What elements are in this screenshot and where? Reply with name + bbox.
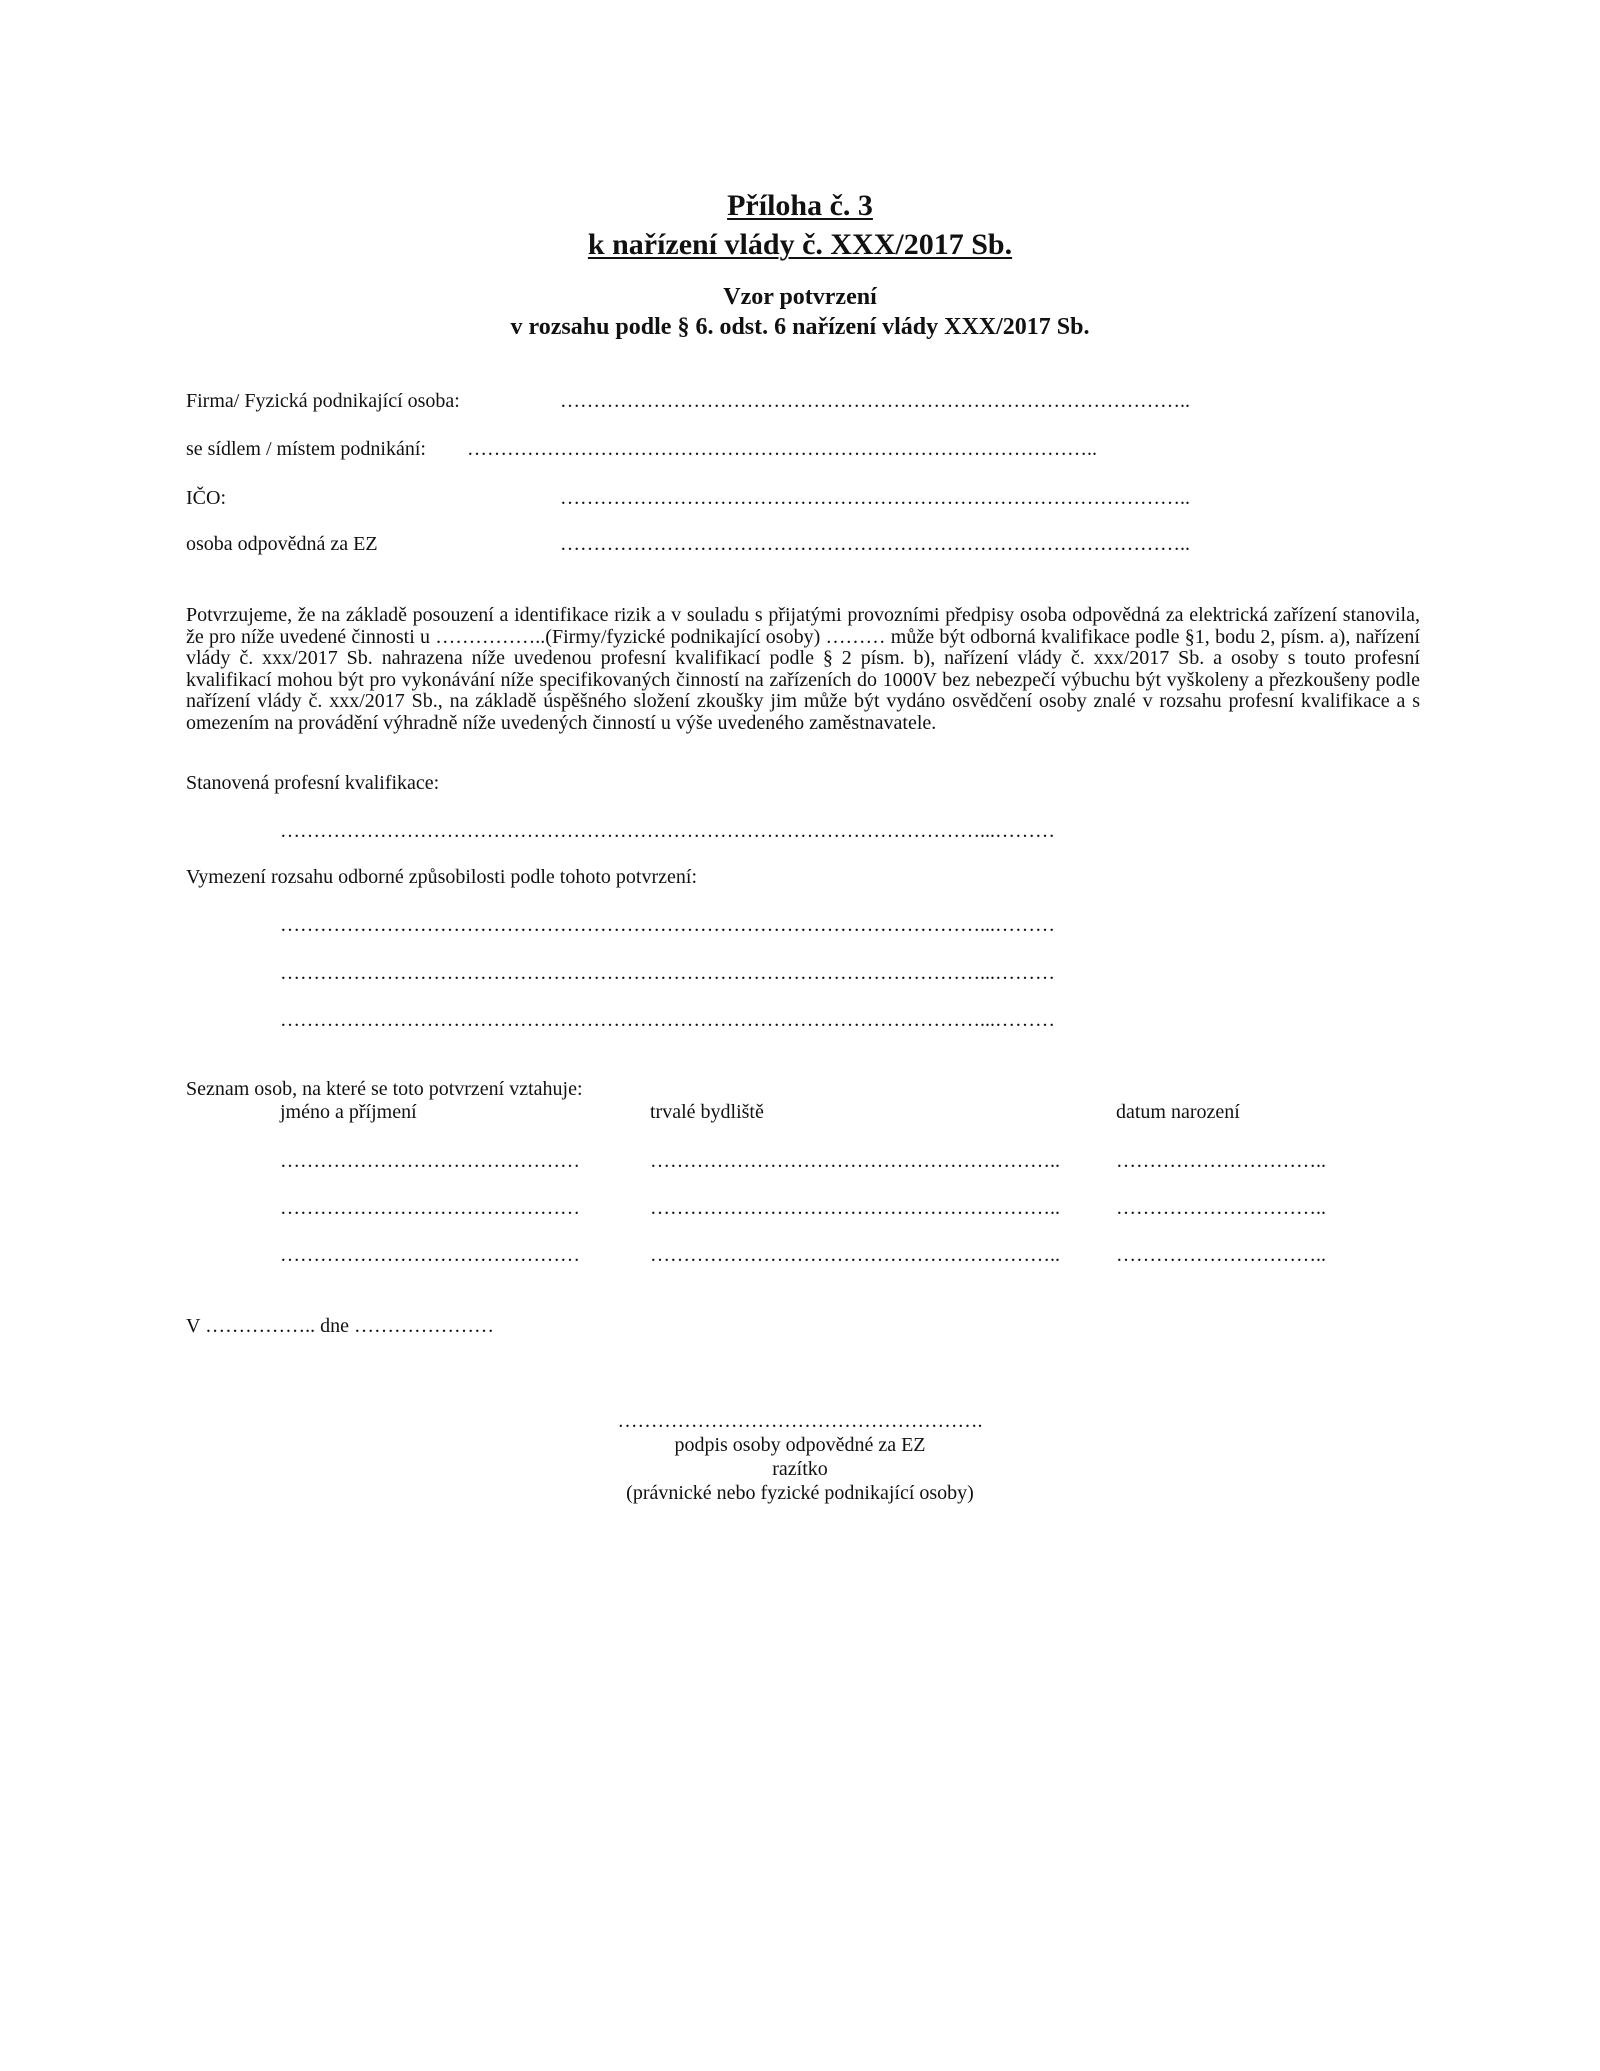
regulation-title: k nařízení vlády č. XXX/2017 Sb. <box>587 228 1013 261</box>
person-birthdate-field[interactable]: ………………………….. <box>1116 1244 1326 1266</box>
place-date-field[interactable]: V …………….. dne ………………… <box>186 1315 494 1337</box>
confirmation-paragraph: Potvrzujeme, že na základě posouzení a identifikace rizik a v souladu s přijatými provozními předpisy osoba odpovědná za elektrická zařízení stanovila, že pro níže uvedené činnosti u ……………..(Firmy/fyzické podnikající osoby) ……… může být odborná kvalifikace podle §1, bodu 2, písm. a), nařízení vlády č. xxx/2017 Sb. nahrazena níže uvedenou profesní kvalifikací podle § 2 písm. b), nařízení vlády č. xxx/2017 Sb. a osoby s touto profesní kvalifikací mohou být pro vykonávání níže specifikovaných činností na zařízeních do 1000V bez nebezpečí výbuchu být vyškoleny a přezkoušeny podle nařízení vlády č. xxx/2017 Sb., na základě úspěšného složení zkoušky jim může být vydáno osvědčení osoby znalé v rozsahu profesní kvalifikace a s omezením na provádění výhradně níže uvedených činností u výše uvedeného zaměstnavatele. <box>186 604 1420 734</box>
qualification-label: Stanovená profesní kvalifikace: <box>186 772 440 794</box>
qualification-field[interactable]: ……………………………………………………………………………………………...……… <box>280 820 1055 842</box>
form-subtitle: v rozsahu podle § 6. odst. 6 nařízení vlády XXX/2017 Sb. <box>510 314 1090 340</box>
person-address-field[interactable]: …………………………………………………….. <box>650 1150 1060 1172</box>
responsible-person-field[interactable]: ………………………………………………………………………………….. <box>560 533 1190 555</box>
signature-label: podpis osoby odpovědné za EZ <box>674 1434 926 1456</box>
seat-field[interactable]: ………………………………………………………………………………….. <box>467 438 1097 460</box>
scope-field-3[interactable]: ……………………………………………………………………………………………...……… <box>280 1009 1055 1031</box>
firm-field[interactable]: ………………………………………………………………………………….. <box>560 390 1190 412</box>
person-address-field[interactable]: …………………………………………………….. <box>650 1244 1060 1266</box>
stamp-label: razítko <box>772 1458 828 1480</box>
ico-field[interactable]: ………………………………………………………………………………….. <box>560 487 1190 509</box>
annex-title: Příloha č. 3 <box>727 189 873 222</box>
scope-field-1[interactable]: ……………………………………………………………………………………………...……… <box>280 914 1055 936</box>
responsible-person-label: osoba odpovědná za EZ <box>186 533 378 555</box>
scope-field-2[interactable]: ……………………………………………………………………………………………...……… <box>280 962 1055 984</box>
scope-label: Vymezení rozsahu odborné způsobilosti podle tohoto potvrzení: <box>186 866 698 888</box>
person-name-field[interactable]: ……………………………………… <box>280 1150 580 1172</box>
person-birthdate-field[interactable]: ………………………….. <box>1116 1197 1326 1219</box>
column-birthdate-header: datum narození <box>1116 1101 1240 1123</box>
seat-label: se sídlem / místem podnikání: <box>186 438 426 460</box>
person-address-field[interactable]: …………………………………………………….. <box>650 1197 1060 1219</box>
persons-list-label: Seznam osob, na které se toto potvrzení vztahuje: <box>186 1078 583 1100</box>
person-name-field[interactable]: ……………………………………… <box>280 1197 580 1219</box>
ico-label: IČO: <box>186 487 226 509</box>
firm-label: Firma/ Fyzická podnikající osoba: <box>186 390 460 412</box>
column-address-header: trvalé bydliště <box>650 1101 764 1123</box>
signature-line[interactable]: ………………………………………………. <box>617 1410 983 1432</box>
person-name-field[interactable]: ……………………………………… <box>280 1244 580 1266</box>
column-name-header: jméno a příjmení <box>280 1101 417 1123</box>
stamp-note: (právnické nebo fyzické podnikající osoby) <box>626 1482 974 1504</box>
person-birthdate-field[interactable]: ………………………….. <box>1116 1150 1326 1172</box>
form-title: Vzor potvrzení <box>723 284 877 310</box>
